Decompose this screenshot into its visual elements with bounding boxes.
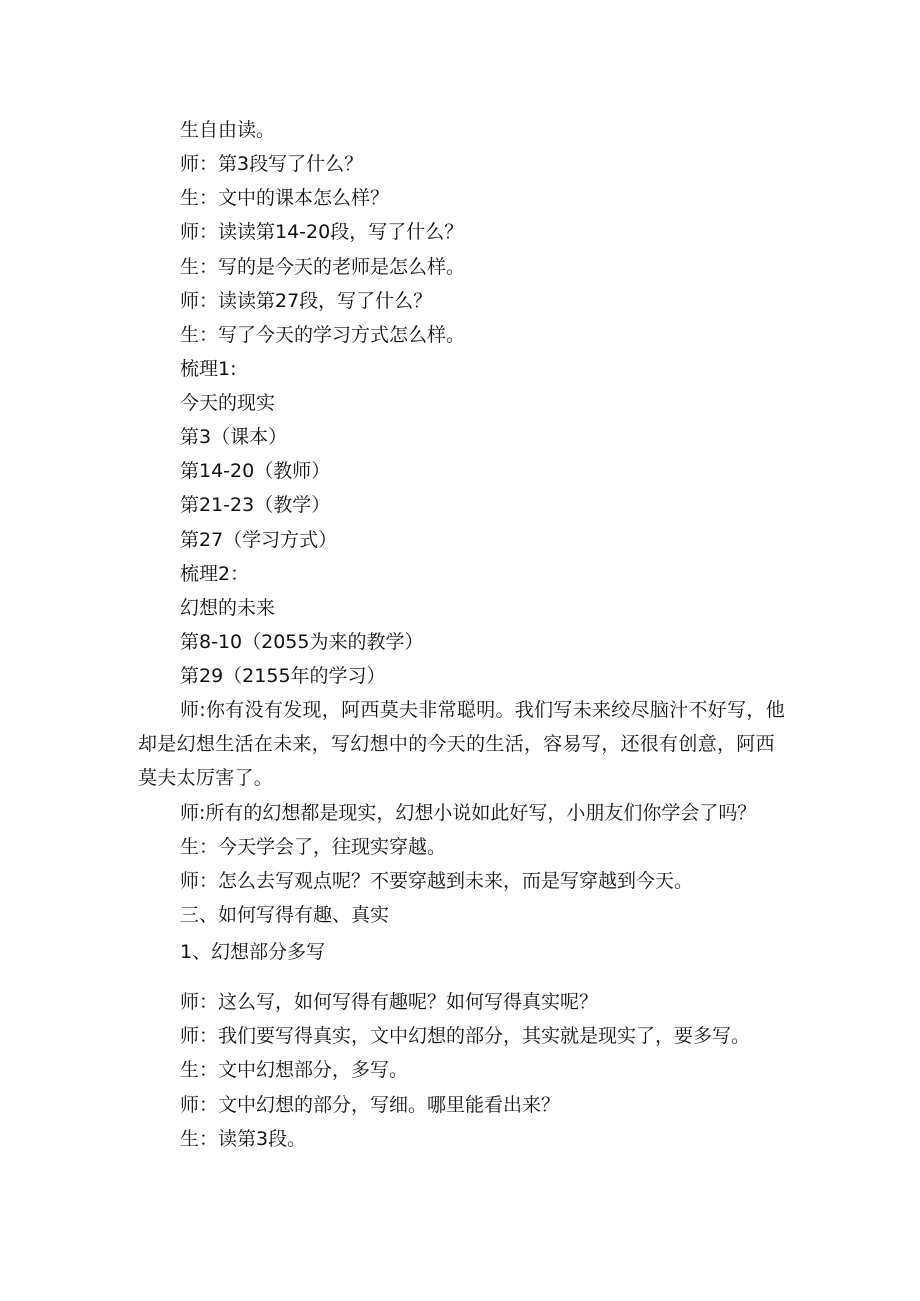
text-line: 今天的现实 <box>180 392 276 414</box>
text-line: 生：文中幻想部分，多写。 <box>180 1059 409 1081</box>
text-line: 师：读读第14-20段，写了什么？ <box>180 221 464 243</box>
section-heading: 三、如何写得有趣、真实 <box>180 904 390 926</box>
text-line: 生：写的是今天的老师是怎么样。 <box>180 256 466 278</box>
text-line: 第3（课本） <box>180 426 288 448</box>
text-line: 师：读读第27段，写了什么？ <box>180 290 433 312</box>
text-line: 生：文中的课本怎么样？ <box>180 187 390 209</box>
subsection-heading: 1、幻想部分多写 <box>180 941 326 963</box>
text-line: 第8-10（2055为来的教学） <box>180 631 424 653</box>
text-line: 师：第3段写了什么？ <box>180 153 364 175</box>
text-line: 幻想的未来 <box>180 597 276 619</box>
text-line: 师：这么写，如何写得有趣呢？如何写得真实呢？ <box>180 991 599 1013</box>
text-line: 生：写了今天的学习方式怎么样。 <box>180 324 466 346</box>
paragraph: 师:你有没有发现，阿西莫夫非常聪明。我们写未来绞尽脑汁不好写，他却是幻想生活在未来，写幻想中的今天的生活，容易写，还很有创意，阿西莫夫太厉害了。 <box>138 699 786 789</box>
text-line: 生自由读。 <box>180 119 276 141</box>
text-line: 第27（学习方式） <box>180 529 338 551</box>
text-line: 第21-23（教学） <box>180 494 331 516</box>
section-heading: 梳理1: <box>180 358 237 380</box>
section-heading: 梳理2： <box>180 563 250 585</box>
text-line: 第14-20（教师） <box>180 460 331 482</box>
text-line: 师：文中幻想的部分，写细。哪里能看出来？ <box>180 1094 561 1116</box>
text-line: 师:所有的幻想都是现实，幻想小说如此好写，小朋友们你学会了吗？ <box>180 802 757 824</box>
text-line: 生：读第3段。 <box>180 1128 307 1150</box>
text-line: 第29（2155年的学习） <box>180 665 386 687</box>
text-line: 师：我们要写得真实，文中幻想的部分，其实就是现实了，要多写。 <box>180 1025 751 1047</box>
text-line: 生：今天学会了，往现实穿越。 <box>180 836 447 858</box>
text-line: 师：怎么去写观点呢？不要穿越到未来，而是写穿越到今天。 <box>180 870 694 892</box>
